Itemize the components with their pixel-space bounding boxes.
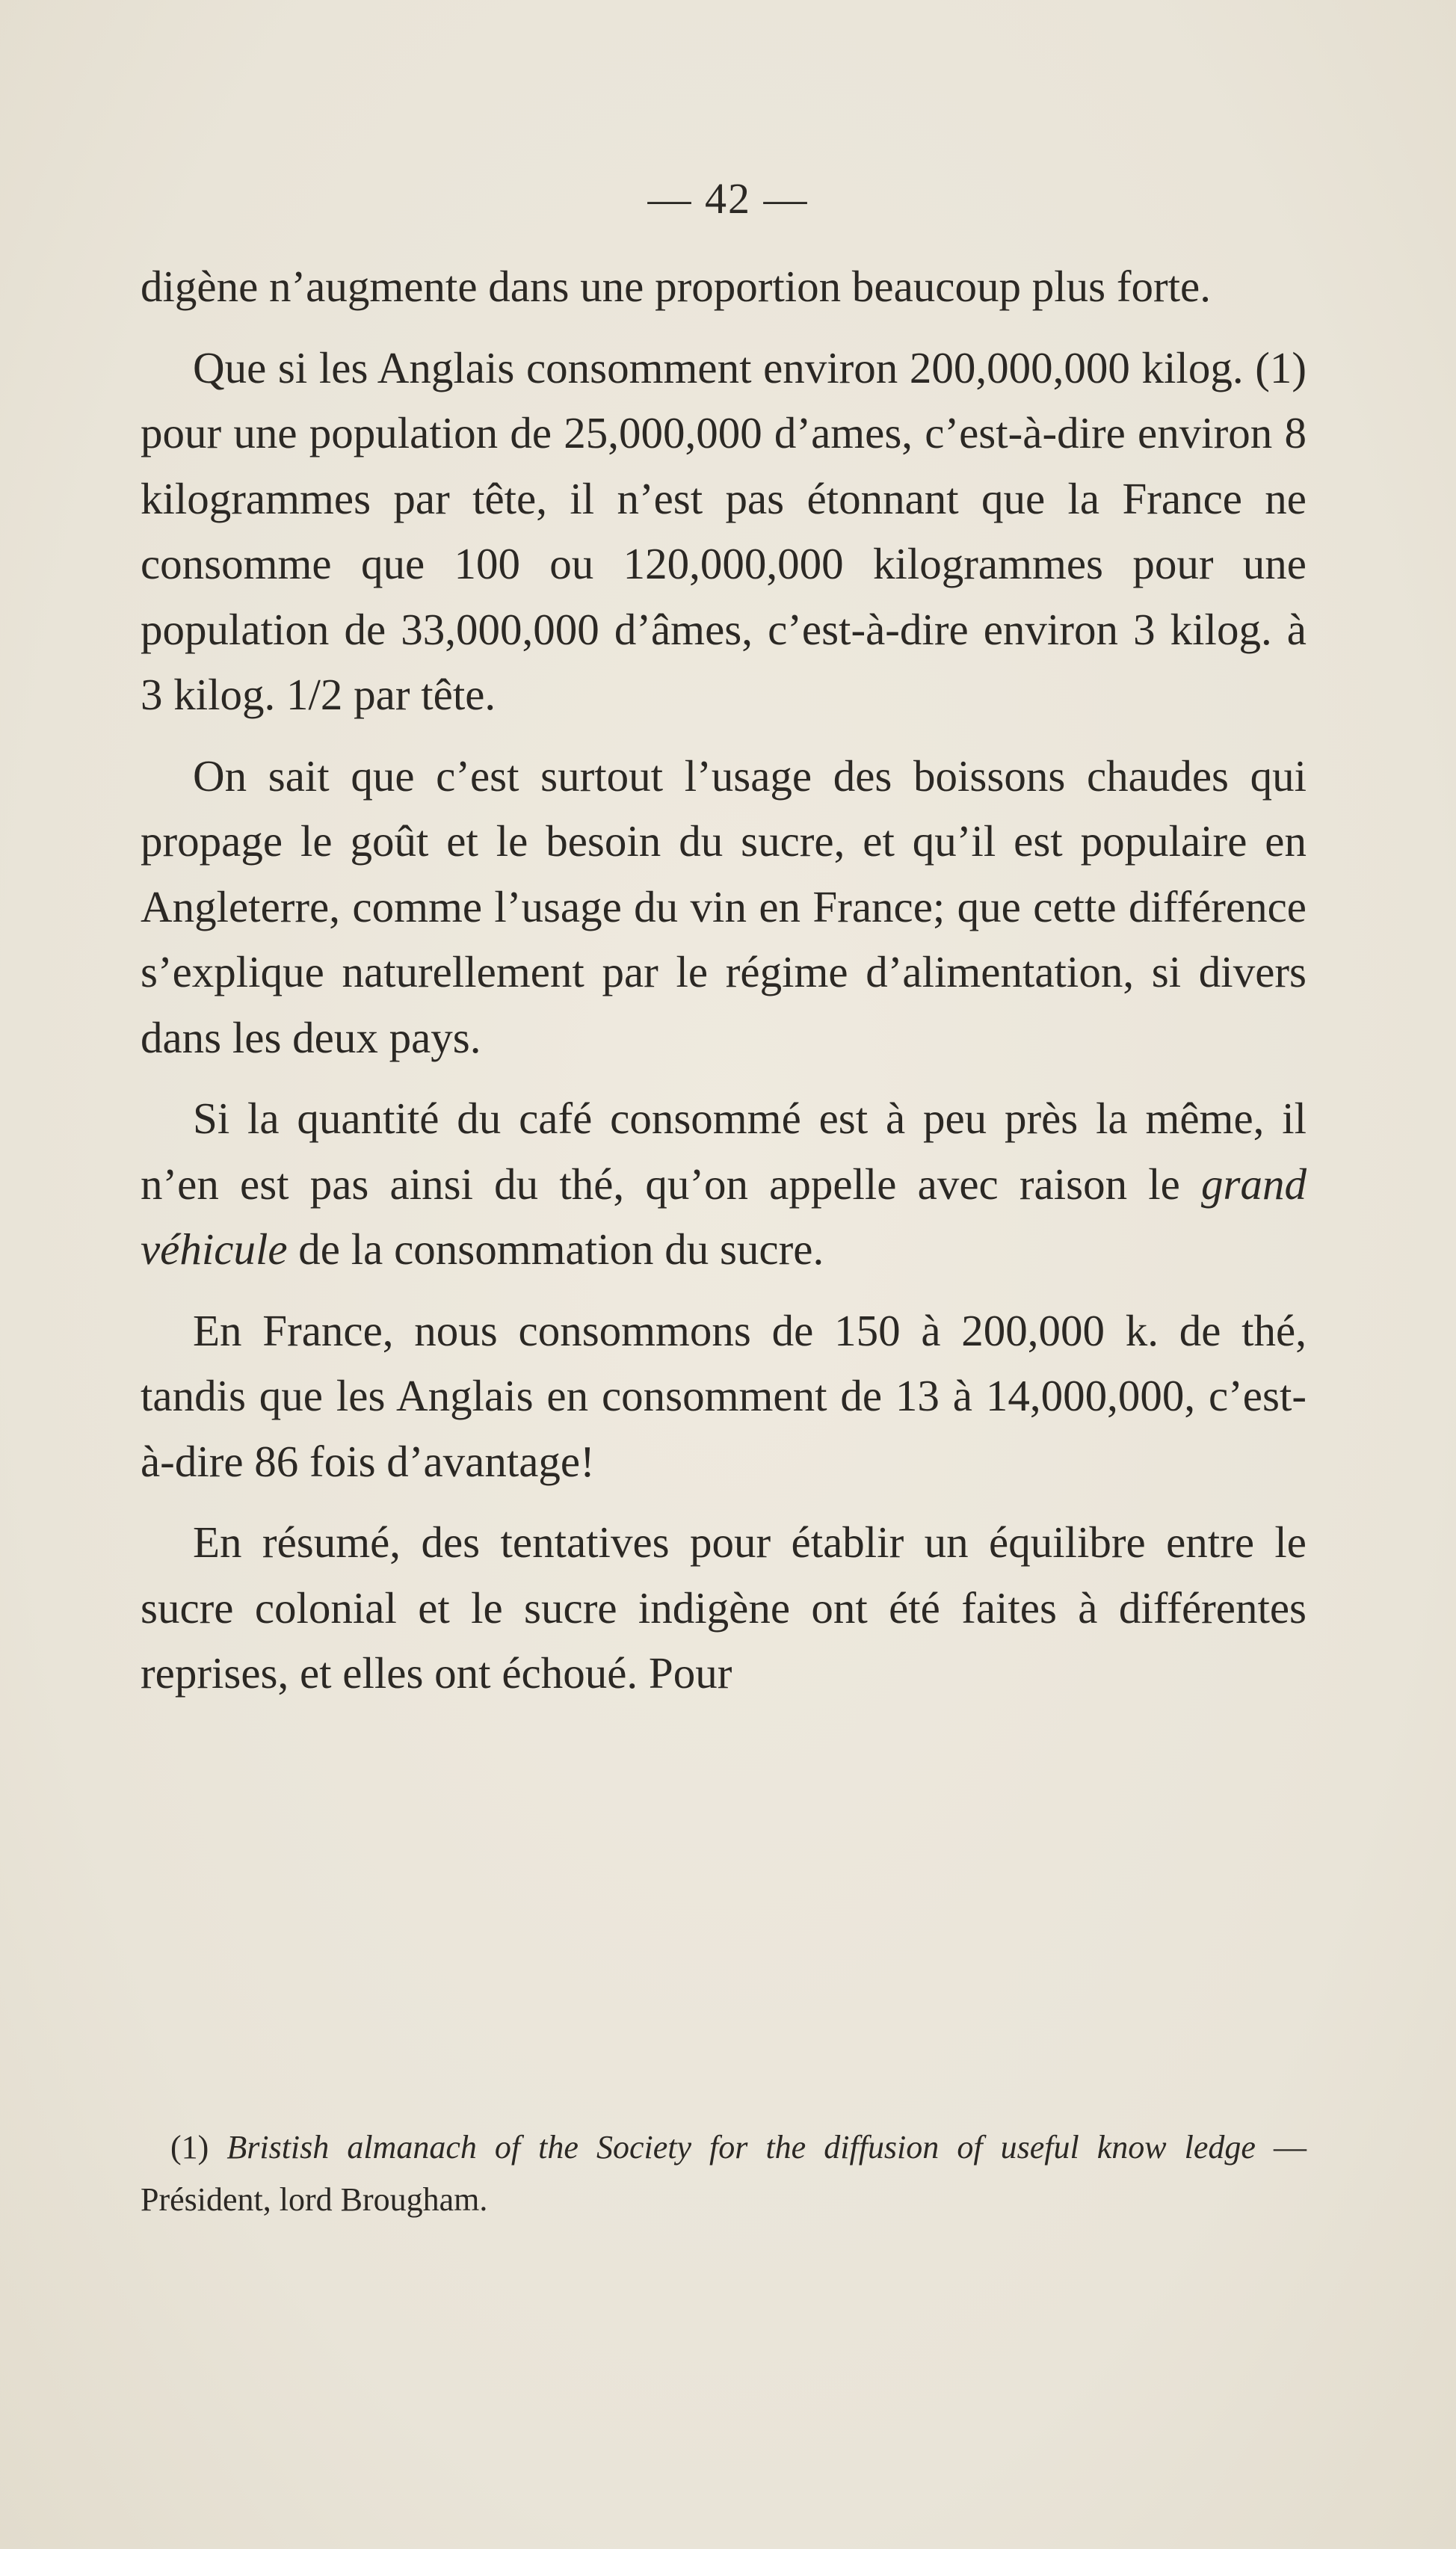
- emphasis-grand-vehicule: grand véhicule: [141, 1159, 1307, 1274]
- footnote-text: — Président, lord Brougham.: [141, 2129, 1307, 2218]
- paragraph-6: En résumé, des tentatives pour établir un équilibre entre le sucre colonial et le sucre indigène ont été faites à différentes reprises, et elles ont échoué. Pour: [141, 1517, 1307, 1698]
- paragraph-4-text: Si la quantité du café consommé est à peu près la même, il n’en est pas ainsi du thé, qu’on appelle avec raison le: [141, 1094, 1307, 1209]
- footnote-title: Bristish almanach of the Society for the diffusion of useful know ledge: [226, 2129, 1256, 2166]
- page-number: — 42 —: [647, 174, 809, 223]
- body-text: [141, 254, 1307, 1722]
- paragraph-5: En France, nous consommons de 150 à 200,000 k. de thé, tandis que les Anglais en consomment de 13 à 14,000,000, c’est-à-dire 86 fois d’avantage!: [141, 1305, 1307, 1486]
- paragraph-4-text-end: de la consommation du sucre.: [287, 1224, 824, 1274]
- paragraph-1: digène n’augmente dans une proportion beaucoup plus forte.: [141, 262, 1211, 311]
- footnote-marker: (1): [170, 2129, 209, 2166]
- paragraph-4: [141, 1086, 1307, 1283]
- paragraph-3: On sait que c’est surtout l’usage des boissons chaudes qui propage le goût et le besoin du sucre, et qu’il est populaire en Angleterre, comme l’usage du vin en France; que cette différence s’explique naturellement par le régime d’alimentation, si divers dans les deux pays.: [141, 750, 1307, 1062]
- paragraph-2: Que si les Anglais consomment environ 200,000,000 kilog. (1) pour une population de 25,000,000 d’ames, c’est-à-dire environ 8 kilogrammes par tête, il n’est pas étonnant que la France ne consomme que 100 ou 120,000,000 kilogrammes pour une population de 33,000,000 d’âmes, c’est-à-dire environ 3 kilog. à 3 kilog. 1/2 par tête.: [141, 342, 1307, 719]
- footnote: [141, 2121, 1307, 2226]
